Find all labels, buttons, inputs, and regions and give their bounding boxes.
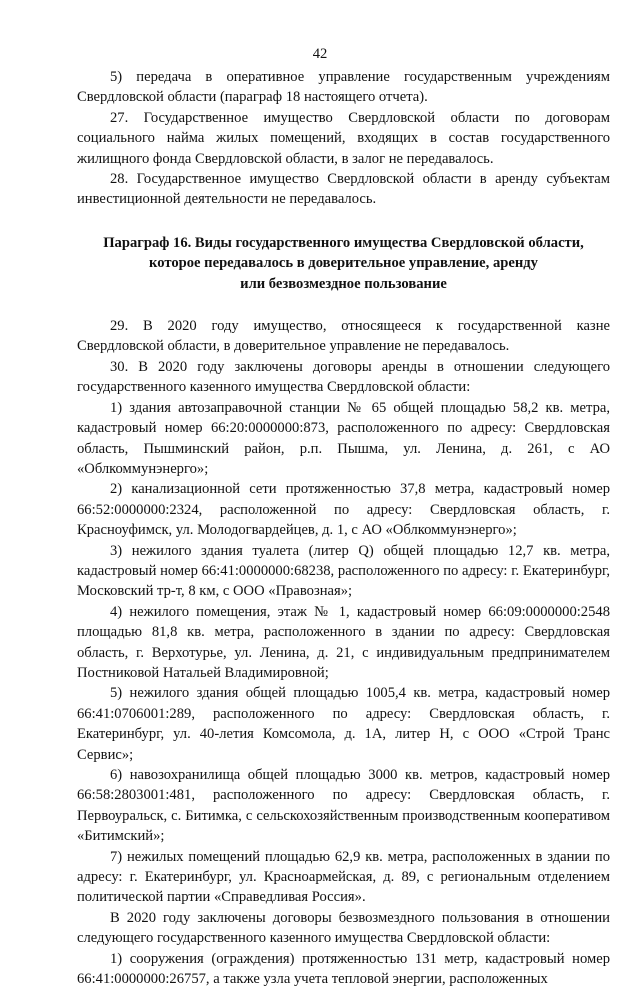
section-heading: [77, 233, 610, 294]
paragraph-27: 27. Государственное имущество Свердловской области по договорам социального найма жилых помещений, входящих в состав государственного жилищного фонда Свердловской области, в залог не передавалось.: [77, 109, 610, 167]
heading-line-3: или безвозмездное пользование: [240, 275, 447, 292]
free-use-item-1: 1) сооружения (ограждения) протяженностью 131 метр, кадастровый номер 66:41:0000000:26757, а также узла учета тепловой энергии, расположенных: [77, 950, 610, 988]
lease-item-1: 1) здания автозаправочной станции № 65 общей площадью 58,2 кв. метра, кадастровый номер 66:20:0000000:873, расположенного по адресу: Свердловская область, Пышминский район, р.п. Пышма, ул. Ленина, д. 261, с АО «Облкоммунэнерго»;: [77, 399, 610, 477]
lease-item-3: 3) нежилого здания туалета (литер Q) общей площадью 12,7 кв. метра, кадастровый номер 66:41:0000000:68238, расположенного по адресу: г. Екатеринбург, Московский тр-т, 8 км, с ООО «Правозная»;: [77, 542, 610, 600]
heading-line-1: Параграф 16. Виды государственного имущества Свердловской области,: [103, 234, 584, 251]
lease-item-4: 4) нежилого помещения, этаж № 1, кадастровый номер 66:09:0000000:2548 площадью 81,8 кв. метра, расположенного в здании по адресу: Свердловская область, г. Верхотурье, ул. Ленина, д. 21, с индивидуальным предпринимателем Постниковой Натальей Владимировной;: [77, 603, 610, 681]
paragraph-28: 28. Государственное имущество Свердловской области в аренду субъектам инвестиционной деятельности не передавалось.: [77, 171, 610, 208]
lease-item-5: 5) нежилого здания общей площадью 1005,4 кв. метра, кадастровый номер 66:41:0706001:289, расположенного по адресу: Свердловская область, г. Екатеринбург, ул. 40-летия Комсомола, д. 1А, литер Н, с ООО «Строй Транс Сервис»;: [77, 685, 610, 763]
paragraph-30: 30. В 2020 году заключены договоры аренды в отношении следующего государственного казенного имущества Свердловской области:: [77, 358, 610, 396]
page-number: 42: [312, 46, 328, 62]
lease-item-6: 6) навозохранилища общей площадью 3000 кв. метров, кадастровый номер 66:58:2803001:481, расположенного по адресу: Свердловская область, г. Первоуральск, с. Битимка, с сельскохозяйственным производственным кооперативом «Битимский»;: [77, 767, 610, 845]
lease-item-2: 2) канализационной сети протяженностью 37,8 метра, кадастровый номер 66:52:0000000:2324, расположенной по адресу: Свердловская область, г. Красноуфимск, ул. Молодогвардейцев, д. 1, с АО «Облкоммунэнерго»;: [77, 481, 610, 539]
paragraph-29: 29. В 2020 году имущество, относящееся к государственной казне Свердловской области, в доверительное управление не передавалось.: [77, 318, 610, 355]
lease-item-7: 7) нежилых помещений площадью 62,9 кв. метра, расположенных в здании по адресу: г. Екатеринбург, ул. Красноармейская, д. 89, с региональным отделением политической партии «Справедливая Россия».: [77, 848, 610, 906]
paragraph-item-5: 5) передача в оперативное управление государственным учреждениям Свердловской области (параграф 18 настоящего отчета).: [77, 69, 610, 106]
free-use-intro: В 2020 году заключены договоры безвозмездного пользования в отношении следующего государственного казенного имущества Свердловской области:: [77, 909, 610, 947]
document-body: [77, 67, 610, 989]
heading-line-2: которое передавалось в доверительное управление, аренду: [149, 255, 538, 272]
